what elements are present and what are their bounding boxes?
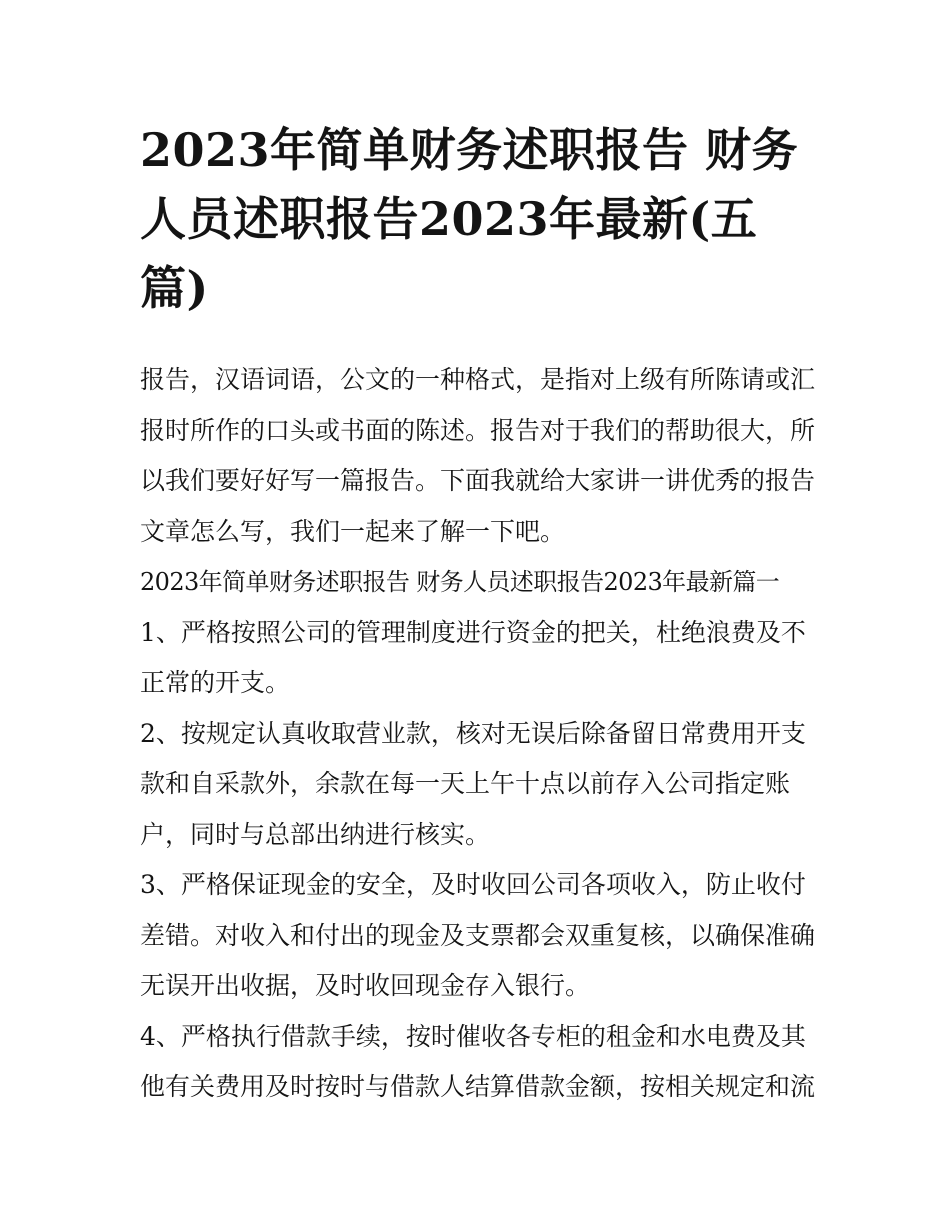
intro-paragraph: 报告，汉语词语，公文的一种格式，是指对上级有所陈请或汇报时所作的口头或书面的陈述。报告对于我们的帮助很大，所以我们要好好写一篇报告。下面我就给大家讲一讲优秀的报告文章怎么写，我们一起来了解一下吧。	[140, 365, 816, 546]
list-item: 1、严格按照公司的管理制度进行资金的把关，杜绝浪费及不正常的开支。	[140, 617, 806, 697]
list-item: 3、严格保证现金的安全，及时收回公司各项收入，防止收付差错。对收入和付出的现金及支票都会双重复核，以确保准确无误开出收据，及时收回现金存入银行。	[140, 870, 816, 1000]
list-item: 2、按规定认真收取营业款，核对无误后除备留日常费用开支款和自采款外，余款在每一天上午十点以前存入公司指定账户，同时与总部出纳进行核实。	[140, 718, 806, 849]
list-item: 4、严格执行借款手续，按时催收各专柜的租金和水电费及其他有关费用及时按时与借款人结算借款金额，按相关规定和流	[140, 1021, 816, 1101]
section-heading: 2023年简单财务述职报告 财务人员述职报告2023年最新篇一	[140, 568, 780, 596]
document-title: 2023年简单财务述职报告 财务人员述职报告2023年最新(五篇)	[140, 123, 799, 315]
document-body	[140, 355, 815, 1113]
document-page	[140, 0, 815, 1229]
